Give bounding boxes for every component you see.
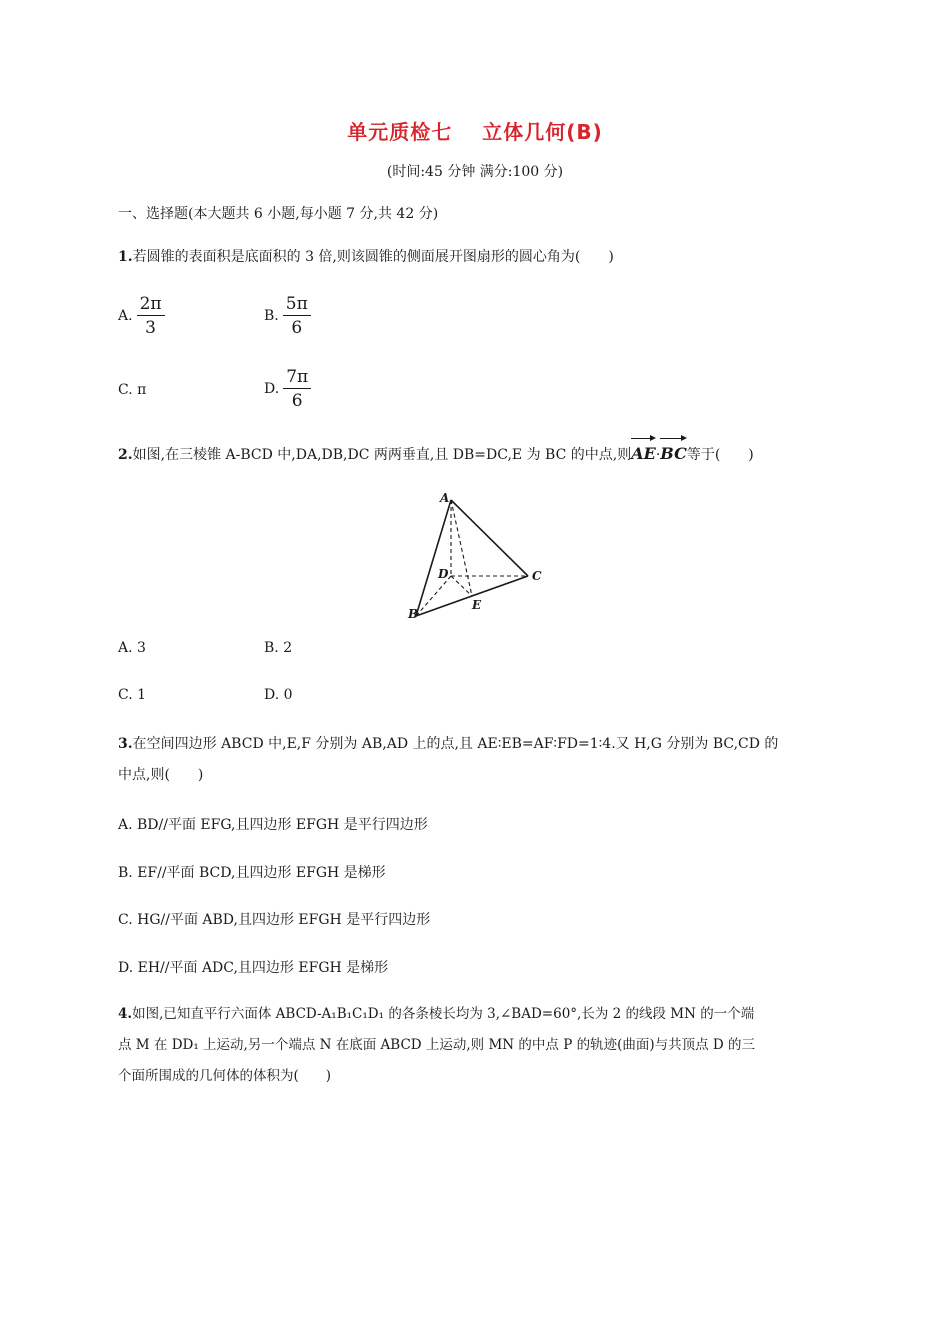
question-number: 1.: [118, 249, 133, 265]
fraction: [137, 294, 165, 338]
denominator: 6: [291, 391, 303, 411]
numerator: 2π: [137, 294, 165, 316]
question-number: 3.: [118, 736, 133, 752]
question-4-line3: 个面所围成的几何体的体积为( ): [118, 1068, 332, 1084]
exam-info: (时间:45 分钟 满分:100 分): [386, 164, 564, 180]
title-part2: 立体几何(B): [482, 120, 603, 144]
point-label-e: E: [472, 598, 482, 612]
option-3b[interactable]: B. EF//平面 BCD,且四边形 EFGH 是梯形: [118, 865, 386, 881]
question-text: 在空间四边形 ABCD 中,E,F 分别为 AB,AD 上的点,且 AE∶EB=AF∶FD=1∶4.又 H,G 分别为 BC,CD 的: [132, 736, 779, 752]
numerator: 5π: [283, 294, 311, 316]
question-2: [118, 440, 754, 469]
option-label: B.: [264, 308, 279, 324]
denominator: 3: [145, 318, 156, 338]
option-label: A.: [118, 308, 133, 324]
question-text-end: 等于( ): [686, 447, 754, 463]
section-heading: 一、选择题(本大题共 6 小题,每小题 7 分,共 42 分): [118, 206, 439, 222]
option-1a[interactable]: [118, 294, 165, 338]
option-label: C.: [118, 382, 133, 398]
question-text: 若圆锥的表面积是底面积的 3 倍,则该圆锥的侧面展开图扇形的圆心角为( ): [132, 249, 614, 265]
vector-ae: AE: [631, 440, 656, 468]
denominator: 6: [291, 318, 303, 338]
fraction: [283, 367, 311, 411]
segment-ae: [451, 500, 472, 596]
option-3c[interactable]: C. HG//平面 ABD,且四边形 EFGH 是平行四边形: [118, 912, 431, 928]
option-3d[interactable]: D. EH//平面 ADC,且四边形 EFGH 是梯形: [118, 960, 389, 976]
dot-operator: ·: [655, 447, 661, 463]
fraction: [283, 294, 311, 338]
option-3a[interactable]: A. BD//平面 EFG,且四边形 EFGH 是平行四边形: [118, 817, 428, 833]
option-label: D.: [264, 381, 280, 397]
tetrahedron-figure: [400, 485, 560, 625]
segment-de: [451, 576, 472, 596]
option-1b[interactable]: [264, 294, 311, 338]
question-3-line2: 中点,则( ): [118, 767, 204, 783]
question-number: 4.: [118, 1006, 133, 1022]
numerator: 7π: [283, 367, 311, 389]
vertex-label-a: A: [440, 491, 450, 505]
title-part1: 单元质检七: [347, 120, 453, 144]
vertex-label-b: B: [408, 607, 419, 621]
question-4: [118, 1000, 754, 1028]
option-1d[interactable]: [264, 367, 311, 411]
option-2d[interactable]: D. 0: [264, 687, 293, 703]
option-value: π: [137, 382, 147, 398]
edge-ac: [451, 500, 528, 576]
question-4-line2: 点 M 在 DD₁ 上运动,另一个端点 N 在底面 ABCD 上运动,则 MN 的中点 P 的轨迹(曲面)与共顶点 D 的三: [118, 1037, 756, 1053]
question-number: 2.: [118, 447, 133, 463]
option-2b[interactable]: B. 2: [264, 640, 293, 656]
question-text: 如图,已知直平行六面体 ABCD-A₁B₁C₁D₁ 的各条棱长均为 3,∠BAD=60°,长为 2 的线段 MN 的一个端: [132, 1006, 755, 1022]
question-text: 如图,在三棱锥 A-BCD 中,DA,DB,DC 两两垂直,且 DB=DC,E 为 BC 的中点,则: [132, 447, 632, 463]
question-3: [118, 730, 778, 758]
vertex-label-d: D: [438, 567, 449, 581]
option-1c[interactable]: [118, 382, 146, 398]
page-title: [0, 116, 950, 145]
option-2c[interactable]: C. 1: [118, 687, 147, 703]
option-2a[interactable]: A. 3: [118, 640, 146, 656]
question-1: [118, 243, 614, 271]
vertex-label-c: C: [532, 569, 542, 583]
edge-ab: [416, 500, 451, 616]
vector-bc: BC: [660, 440, 687, 468]
